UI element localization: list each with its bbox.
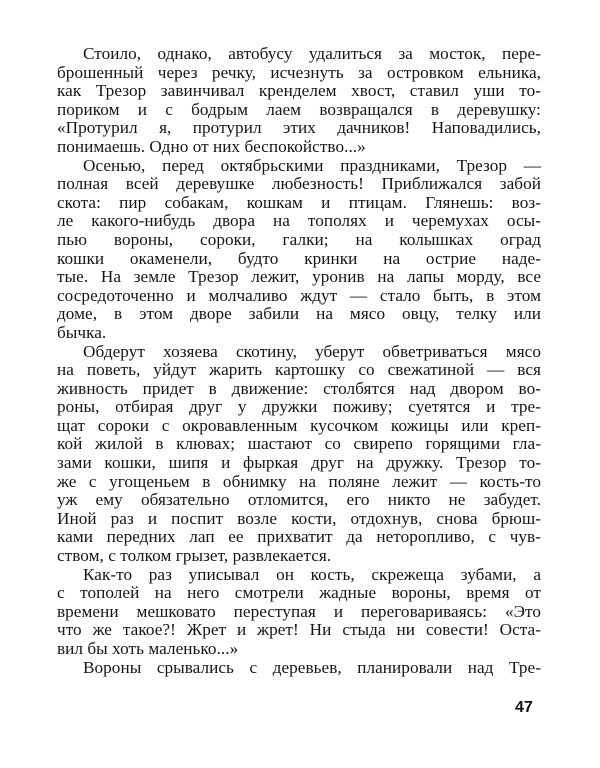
text-line: доме, в этом дворе забили на мясо овцу, телку или <box>57 304 541 324</box>
text-line: бычка. <box>57 322 107 342</box>
text-line: Вороны срывались с деревьев, планировали над Тре- <box>83 657 541 677</box>
text-line: щат сороки с окровавленным кусочком кожицы или креп- <box>57 415 541 435</box>
text-line: вил бы хоть маленько...» <box>57 639 239 658</box>
text-line: Обдерут хозяева скотину, уберут обветриваться мясо <box>83 341 541 361</box>
text-line: скота: пир собакам, кошкам и птицам. Глянешь: воз- <box>57 192 541 212</box>
text-line: Осенью, перед октябрьскими праздниками, Трезор — <box>83 155 541 175</box>
text-line: времени мешковато переступая и переговариваясь: «Это <box>57 601 541 621</box>
text-line: же с угощеньем в обнимку на поляне лежит — кость-то <box>57 471 541 491</box>
text-line: пью вороны, сороки, галки; на колышках оград <box>57 229 541 249</box>
text-line: на поветь, уйдут жарить картошку со свежатиной — вся <box>57 360 541 380</box>
text-line: как Трезор завинчивал кренделем хвост, ставил уши то- <box>57 81 541 101</box>
text-line: кошки окаменели, будто кринки на острие наде- <box>57 248 541 268</box>
text-line: ками передних лап ее прихватит да неторопливо, с чув- <box>57 527 541 547</box>
text-line: Как-то раз уписывал он кость, скрежеща зубами, а <box>83 564 541 584</box>
paragraph <box>57 157 541 343</box>
text-line: понимаешь. Одно от них беспокойство...» <box>57 136 366 156</box>
paragraph <box>57 659 541 678</box>
text-line: зами кошки, шипя и фыркая друг на дружку. Трезор то- <box>57 453 541 473</box>
text-line: роны, отбирая друг у дружки поживу; суетятся и тре- <box>57 397 541 417</box>
text-line: что же такое?! Жрет и жрет! Ни стыда ни совести! Оста- <box>57 620 541 640</box>
text-line: живность придет в движение: столбятся над двором во- <box>57 378 541 398</box>
text-line: с тополей на него смотрели жадные вороны, время от <box>57 583 541 603</box>
text-line: сосредоточенно и молчаливо ждут — стало быть, в этом <box>57 285 541 305</box>
text-line: Стоило, однако, автобусу удалиться за мосток, пере- <box>83 44 541 63</box>
paragraph <box>57 343 541 566</box>
paragraph <box>57 45 541 157</box>
text-line: уж ему обязательно отломится, его никто не забудет. <box>57 490 541 510</box>
text-line: брошенный через речку, исчезнуть за островком ельника, <box>57 62 541 82</box>
text-line: ством, с толком грызет, развлекается. <box>57 546 332 566</box>
text-line: ле какого-нибудь двора на тополях и черемухах осы- <box>57 211 541 231</box>
text-line: Иной раз и поспит возле кости, отдохнув, снова брюш- <box>57 508 541 528</box>
text-line: кой жилой в клювах; шастают со свирепо горящими гла- <box>57 434 541 454</box>
text-line: тые. На земле Трезор лежит, уронив на лапы морду, все <box>57 267 541 287</box>
text-line: полная всей деревушке любезность! Приближался забой <box>57 174 541 194</box>
page-number: 47 <box>515 699 533 716</box>
paragraph <box>57 566 541 659</box>
text-line: пориком и с бодрым лаем возвращался в деревушку: <box>57 99 541 119</box>
page-body-text <box>57 45 541 677</box>
text-line: «Протурил я, протурил этих дачников! Наповадились, <box>57 118 541 138</box>
